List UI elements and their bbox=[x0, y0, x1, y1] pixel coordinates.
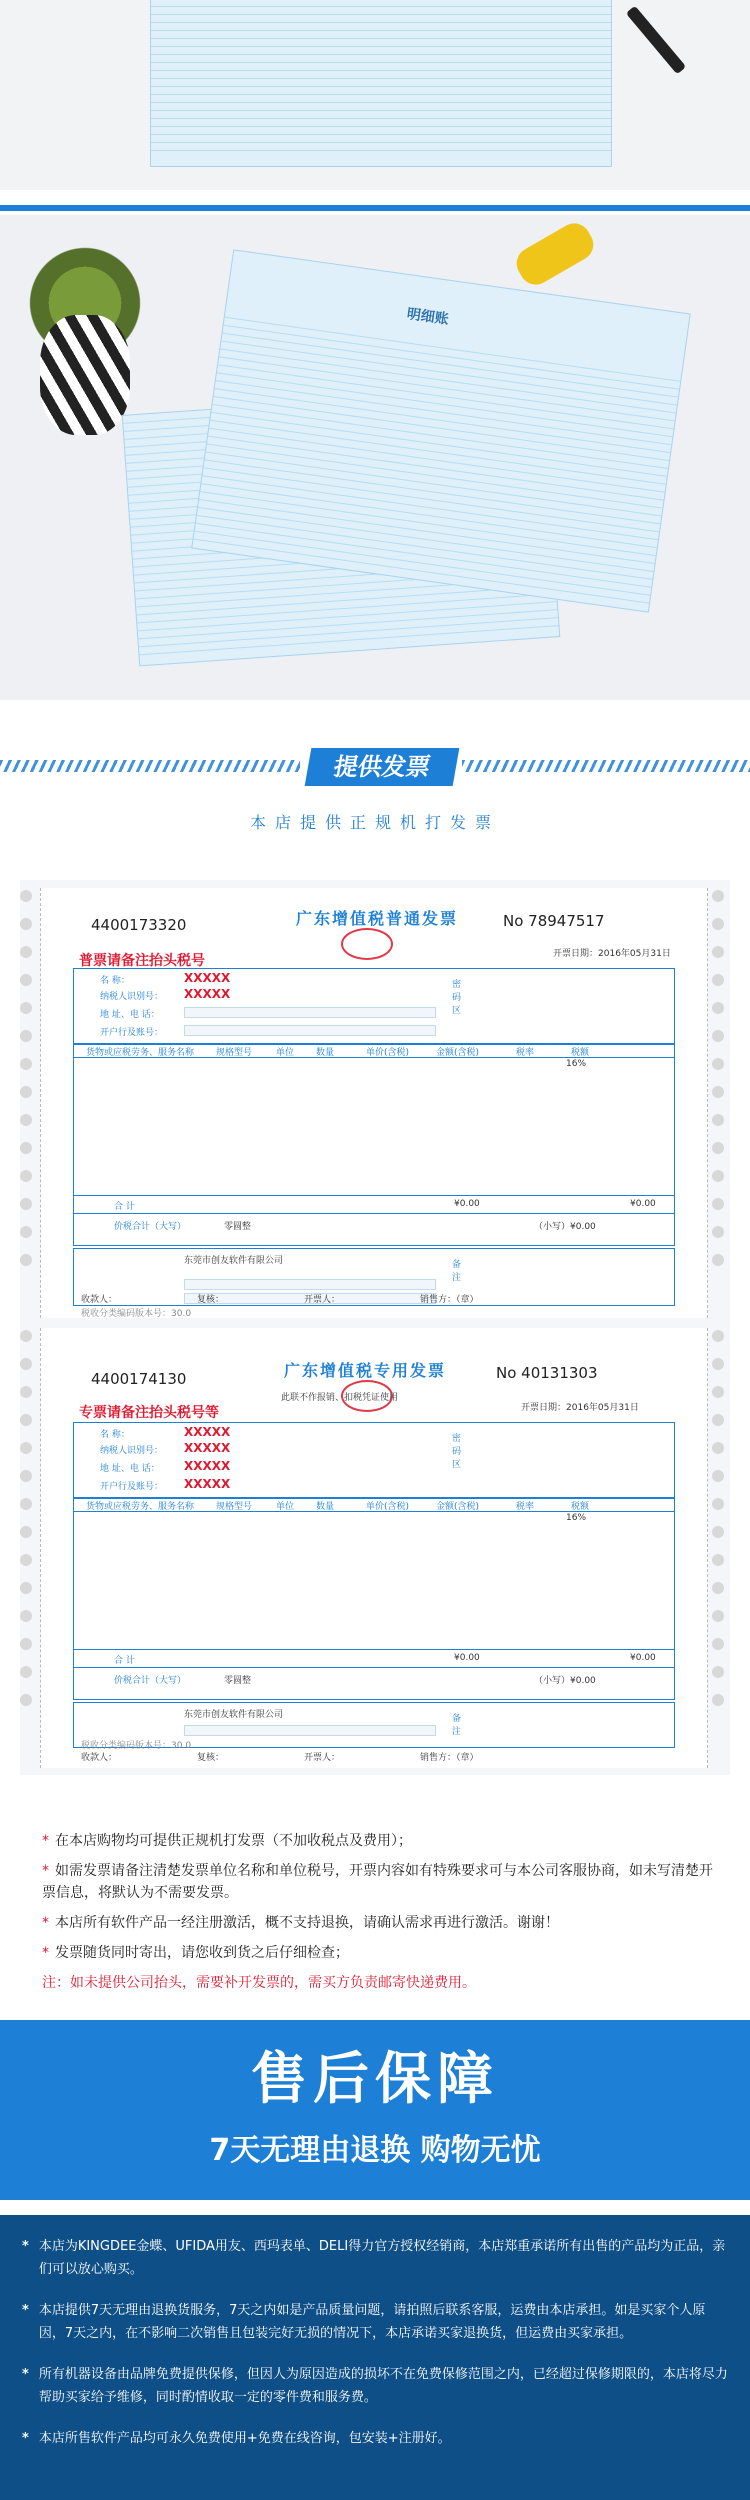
star-icon: * bbox=[42, 1915, 49, 1931]
reviewer-label: 复核： bbox=[197, 1295, 225, 1305]
items-header bbox=[74, 1045, 674, 1058]
address-field bbox=[184, 1007, 436, 1018]
note-text: 如需发票请备注清楚发票单位名称和单位税号，开票内容如有特殊要求可与本公司客服协商，如未写清楚开票信息，将默认为不需要发票。 bbox=[42, 1863, 713, 1901]
general-red-note: 普票请备注抬头税号 bbox=[79, 953, 205, 969]
star-icon: * bbox=[22, 2431, 29, 2446]
invoice-footer: 税收分类编码版本号：30.0 bbox=[81, 1741, 192, 1751]
ledger-sheet bbox=[150, 0, 612, 167]
total-row-line bbox=[74, 1649, 674, 1650]
date-label: 开票日期： bbox=[553, 949, 599, 959]
note-red: 注：如未提供公司抬头，需要补开发票的，需买方负责邮寄快递费用。 bbox=[42, 1975, 476, 1991]
note-text: 在本店购物均可提供正规机打发票（不加收税点及费用）； bbox=[55, 1833, 412, 1849]
terms-list bbox=[22, 2235, 728, 2468]
name-label: 名 称： bbox=[100, 976, 130, 986]
banner-stripes-right bbox=[462, 760, 750, 772]
invoice-notes bbox=[42, 1830, 722, 1994]
invoice-number: No 40131303 bbox=[496, 1364, 598, 1382]
tractor-holes-right-2 bbox=[712, 1330, 728, 1750]
items-header bbox=[74, 1499, 674, 1512]
col-rate: 税率 bbox=[516, 1048, 535, 1058]
date-label: 开票日期： bbox=[521, 1403, 567, 1413]
buyer-block bbox=[73, 968, 675, 1044]
star-icon: * bbox=[42, 1945, 49, 1961]
total-amount: ¥0.00 bbox=[454, 1653, 480, 1663]
col-price: 单价(含税) bbox=[366, 1502, 410, 1512]
note-item bbox=[42, 1860, 722, 1904]
col-spec: 规格型号 bbox=[216, 1048, 253, 1058]
banner-stripes-left bbox=[0, 760, 300, 772]
password-area-label: 密码区 bbox=[452, 980, 462, 1016]
total-label: 合 计 bbox=[114, 1656, 135, 1666]
invoice-title: 广东增值税专用发票 bbox=[284, 1361, 447, 1380]
tax-rate: 16% bbox=[566, 1059, 587, 1069]
after-sale-title: 售后保障 bbox=[251, 2047, 499, 2112]
seller-stamp-label: 销售方：（章） bbox=[420, 1753, 479, 1763]
remark-label: 备注 bbox=[452, 1260, 462, 1283]
col-unit: 单位 bbox=[276, 1048, 295, 1058]
col-price: 单价(含税) bbox=[366, 1048, 410, 1058]
product-photo-ledgers bbox=[0, 215, 750, 700]
star-icon: * bbox=[22, 2367, 29, 2382]
tractor-holes-right bbox=[712, 890, 728, 1310]
invoice-subtitle: 本店提供正规机打发票 bbox=[249, 813, 500, 832]
invoice-number: No 78947517 bbox=[503, 912, 605, 930]
buyer-name-masked: XXXXX bbox=[184, 1425, 231, 1439]
invoice-banner: 提供发票 bbox=[305, 748, 460, 786]
total-label: 合 计 bbox=[114, 1202, 135, 1212]
total-tax: ¥0.00 bbox=[630, 1199, 656, 1209]
total-row-line bbox=[74, 1195, 674, 1196]
price-tax-label: 价税合计（大写） bbox=[114, 1676, 187, 1686]
note-item bbox=[42, 1830, 722, 1852]
star-icon: * bbox=[42, 1863, 49, 1879]
col-item: 货物或应税劳务、服务名称 bbox=[86, 1048, 195, 1058]
seller-name: 东莞市创友软件有限公司 bbox=[184, 1710, 284, 1720]
seller-stamp-label: 销售方：（章） bbox=[420, 1295, 479, 1305]
remark-label: 备注 bbox=[452, 1714, 462, 1737]
price-tax-label: 价税合计（大写） bbox=[114, 1222, 187, 1232]
zebra-vase-icon bbox=[40, 315, 130, 435]
col-item: 货物或应税劳务、服务名称 bbox=[86, 1502, 195, 1512]
bank-label: 开户行及账号： bbox=[100, 1028, 164, 1038]
buyer-taxid-masked: XXXXX bbox=[184, 987, 231, 1001]
seller-name: 东莞市创友软件有限公司 bbox=[184, 1256, 284, 1266]
invoice-footer: 税收分类编码版本号：30.0 bbox=[81, 1309, 192, 1319]
total-amount: ¥0.00 bbox=[454, 1199, 480, 1209]
password-area-label: 密码区 bbox=[452, 1434, 462, 1470]
pricetax-row-line bbox=[74, 1667, 674, 1668]
star-icon: * bbox=[22, 2303, 29, 2318]
seller-addr-field bbox=[184, 1279, 436, 1290]
term-text: 本店所售软件产品均可永久免费使用+免费在线咨询，包安装+注册好。 bbox=[38, 2431, 451, 2446]
col-tax: 税额 bbox=[571, 1502, 590, 1512]
special-invoice bbox=[40, 1328, 708, 1768]
tax-rate: 16% bbox=[566, 1513, 587, 1523]
name-label: 名 称： bbox=[100, 1430, 130, 1440]
col-qty: 数量 bbox=[316, 1048, 335, 1058]
glue-stick-icon bbox=[511, 218, 599, 291]
ledger-title: 明细账 bbox=[405, 306, 450, 328]
bank-label: 开户行及账号： bbox=[100, 1482, 164, 1492]
price-tax-small: （小写）¥0.00 bbox=[534, 1222, 596, 1232]
invoice-subtitle-note: 此联不作报销、扣税凭证使用 bbox=[281, 1393, 399, 1403]
buyer-name-masked: XXXXX bbox=[184, 971, 231, 985]
invoice-code: 4400174130 bbox=[91, 1370, 187, 1388]
term-text: 本店为KINGDEE金蝶、UFIDA用友、西玛表单、DELI得力官方授权经销商，本店郑重承诺所有出售的产品均为正品，亲们可以放心购买。 bbox=[38, 2239, 726, 2277]
total-tax: ¥0.00 bbox=[630, 1653, 656, 1663]
address-label: 地 址、电 话： bbox=[100, 1464, 160, 1474]
note-text: 发票随货同时寄出，请您收到货之后仔细检查； bbox=[55, 1945, 349, 1961]
col-rate: 税率 bbox=[516, 1502, 535, 1512]
note-text: 本店所有软件产品一经注册激活，概不支持退换，请确认需求再进行激活。谢谢！ bbox=[55, 1915, 559, 1931]
price-tax-value: 零圆整 bbox=[224, 1222, 252, 1232]
star-icon: * bbox=[22, 2239, 29, 2254]
note-item bbox=[42, 1942, 722, 1964]
payee-label: 收款人： bbox=[81, 1295, 118, 1305]
divider-line bbox=[0, 205, 750, 211]
col-amount: 金额(含税) bbox=[436, 1502, 480, 1512]
detail-ledger-sheet bbox=[191, 249, 691, 612]
col-unit: 单位 bbox=[276, 1502, 295, 1512]
star-icon: * bbox=[42, 1833, 49, 1849]
tractor-holes-left-2 bbox=[20, 1330, 36, 1750]
invoice-date: 2016年05月31日 bbox=[598, 949, 671, 959]
seal-icon bbox=[341, 928, 393, 960]
col-spec: 规格型号 bbox=[216, 1502, 253, 1512]
col-amount: 金额(含税) bbox=[436, 1048, 480, 1058]
seller-addr-field bbox=[184, 1725, 436, 1736]
buyer-taxid-masked: XXXXX bbox=[184, 1441, 231, 1455]
invoice-code: 4400173320 bbox=[91, 916, 187, 934]
taxid-label: 纳税人识别号： bbox=[100, 992, 164, 1002]
term-item bbox=[22, 2299, 728, 2345]
after-sale-subtitle: 7天无理由退换 购物无忧 bbox=[209, 2133, 541, 2168]
items-table bbox=[73, 1044, 675, 1246]
taxid-label: 纳税人识别号： bbox=[100, 1446, 164, 1456]
payee-label: 收款人： bbox=[81, 1753, 118, 1763]
term-item bbox=[22, 2363, 728, 2409]
special-red-note: 专票请备注抬头税号等 bbox=[79, 1405, 219, 1421]
tractor-holes-left bbox=[20, 890, 36, 1310]
col-qty: 数量 bbox=[316, 1502, 335, 1512]
product-photo-top bbox=[0, 0, 750, 190]
note-item bbox=[42, 1912, 722, 1934]
buyer-bank-masked: XXXXX bbox=[184, 1477, 231, 1491]
col-tax: 税额 bbox=[571, 1048, 590, 1058]
term-text: 本店提供7天无理由退换货服务，7天之内如是产品质量问题，请拍照后联系客服，运费由本店承担。如是买家个人原因，7天之内，在不影响二次销售且包装完好无损的情况下，本店承诺买家退换货，但运费由买家承担。 bbox=[38, 2303, 706, 2341]
price-tax-small: （小写）¥0.00 bbox=[534, 1676, 596, 1686]
invoice-date: 2016年05月31日 bbox=[566, 1403, 639, 1413]
buyer-block bbox=[73, 1422, 675, 1498]
buyer-address-masked: XXXXX bbox=[184, 1459, 231, 1473]
reviewer-label: 复核： bbox=[197, 1753, 225, 1763]
term-text: 所有机器设备由品牌免费提供保修，但因人为原因造成的损坏不在免费保修范围之内，已经超过保修期限的，本店将尽力帮助买家给予维修，同时酌情收取一定的零件费和服务费。 bbox=[38, 2367, 728, 2405]
pricetax-row-line bbox=[74, 1213, 674, 1214]
pen-icon bbox=[626, 6, 687, 75]
term-item bbox=[22, 2427, 728, 2450]
invoice-title: 广东增值税普通发票 bbox=[296, 909, 459, 928]
issuer-label: 开票人： bbox=[304, 1753, 341, 1763]
issuer-label: 开票人： bbox=[304, 1295, 341, 1305]
items-table bbox=[73, 1498, 675, 1700]
price-tax-value: 零圆整 bbox=[224, 1676, 252, 1686]
bank-field bbox=[184, 1025, 436, 1036]
address-label: 地 址、电 话： bbox=[100, 1010, 160, 1020]
general-invoice bbox=[40, 888, 708, 1318]
term-item bbox=[22, 2235, 728, 2281]
